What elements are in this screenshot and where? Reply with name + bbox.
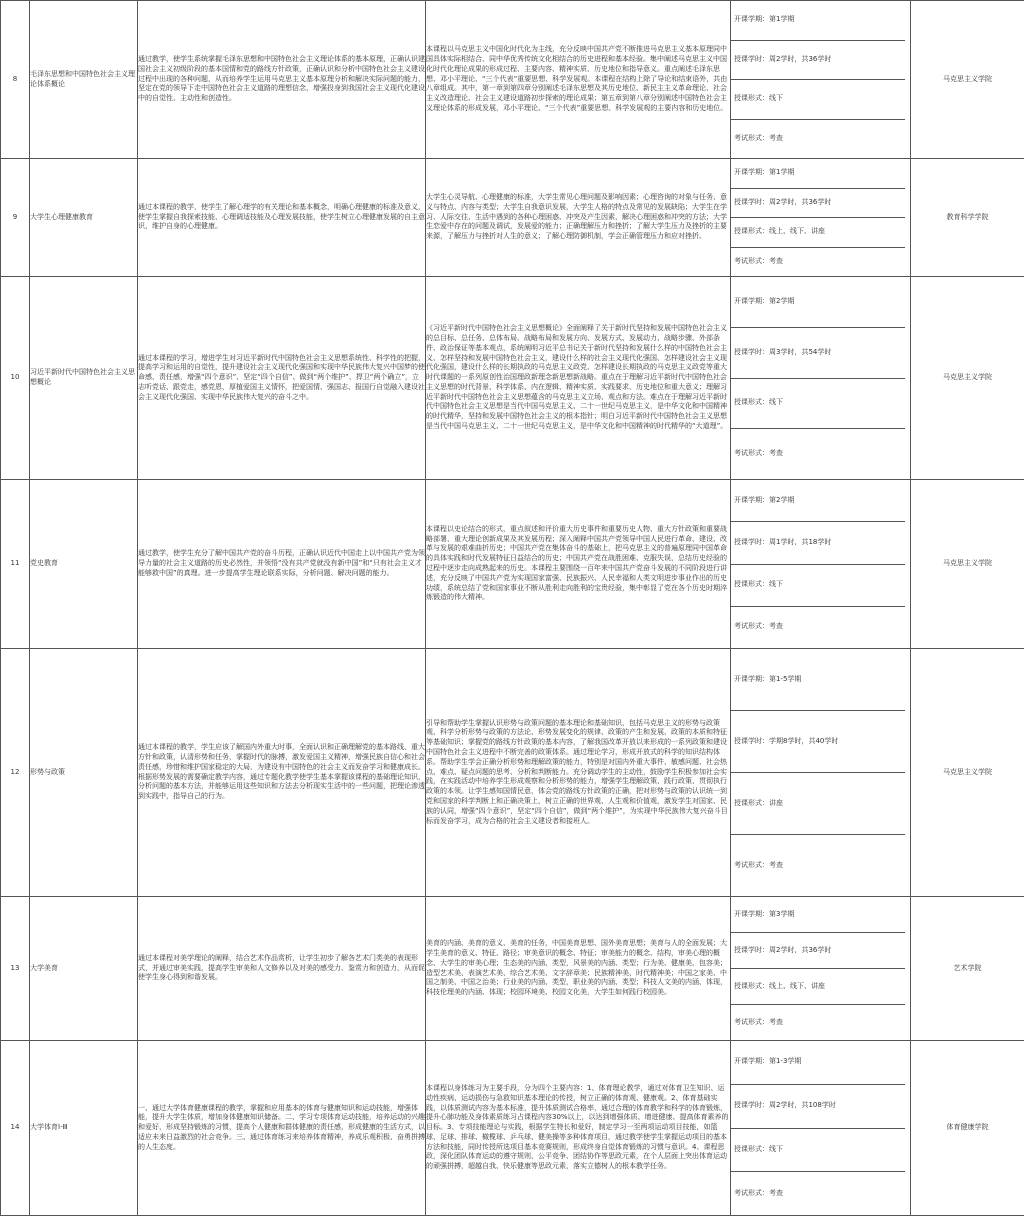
course-info-item: 考试形式：考查 bbox=[734, 622, 783, 631]
course-info-item: 授课形式：线下 bbox=[731, 80, 905, 120]
course-name: 习近平新时代中国特色社会主义思想概论 bbox=[30, 277, 138, 480]
table-row bbox=[1, 277, 1024, 480]
course-info-item: 开课学期：第2学期 bbox=[731, 480, 905, 522]
course-name: 大学生心理健康教育 bbox=[30, 159, 138, 277]
course-college: 马克思主义学院 bbox=[911, 649, 1024, 897]
course-info-item: 授课形式：线上、线下、讲座 bbox=[731, 218, 905, 248]
course-info-item: 授课形式：线下 bbox=[731, 565, 905, 607]
course-number: 14 bbox=[1, 1041, 30, 1216]
course-name: 大学体育Ⅰ-Ⅲ bbox=[30, 1041, 138, 1216]
course-info bbox=[731, 1041, 911, 1216]
table-row bbox=[1, 649, 1024, 897]
course-college: 艺术学院 bbox=[911, 897, 1024, 1041]
table-row bbox=[1, 1, 1024, 159]
course-content: 大学生心灵导航、心理健康的标准，大学生常见心理问题及影响因素；心理咨询的对象与任务、意义与特点、内容与类型；大学生自我意识发展，大学生人格的特点及常见的发展缺陷；大学生在学习、人际交往、生活中遇到的各种心理困惑、冲突及产生因素，解决心理困惑和冲突的方法；大学生恋爱中存在的问题及调试，发展爱的能力；正确理解压力和挫折；了解大学生压力及挫折的主要来源，了解压力与挫折对人生的意义；了解心理防御机制，学会正确管理压力和应对挫折。 bbox=[426, 159, 731, 277]
course-info-item: 考试形式：考查 bbox=[734, 133, 783, 142]
course-name: 大学美育 bbox=[30, 897, 138, 1041]
course-college: 教育科学学院 bbox=[911, 159, 1024, 277]
course-number: 13 bbox=[1, 897, 30, 1041]
course-info bbox=[731, 649, 911, 897]
course-info bbox=[731, 897, 911, 1041]
course-info-item: 考试形式：考查 bbox=[734, 449, 783, 458]
course-info-item: 授课学时：周1学时，共18学时 bbox=[731, 522, 905, 564]
course-info-item: 开课学期：第1学期 bbox=[731, 1, 905, 41]
course-college: 马克思主义学院 bbox=[911, 480, 1024, 649]
course-content: 本课程以史论结合的形式，重点叙述和评价重大历史事件和重要历史人物、重大方针政策和重要战略部署、重大理论创新成果及其发展历程；深入阐释中国共产党领导中国人民进行革命、建设、改革与发展的艰难曲折历史；中国共产党在集体奋斗的基础上，把马克思主义的普遍原理同中国革命的具体实践和时代发展特征日益结合的历史；中国共产党在战胜困难、克服失误，总结历史经验的过程中逐步走向成熟起来的历史。本课程主要围绕一百年来中国共产党奋斗发展的不同阶段进行讲述，充分反映了中国共产党为实现国家富强、民族振兴、人民幸福和人类文明进步事业作出的历史功绩，系统总结了党和国家事业不断从胜利走向胜利的宝贵经验，集中彰显了党在各个历史时期淬炼锻造的伟大精神。 bbox=[426, 480, 731, 649]
course-info bbox=[731, 159, 911, 277]
table-body bbox=[1, 1, 1024, 1216]
course-content: 《习近平新时代中国特色社会主义思想概论》全面阐释了关于新时代坚持和发展中国特色社会主义的总目标、总任务、总体布局、战略布局和发展方向、发展方式、发展动力、战略步骤、外部条件、政治保证等基本观点，系统阐明习近平总书记关于新时代坚持和发展什么样的中国特色社会主义、怎样坚持和发展中国特色社会主义，建设什么样的社会主义现代化强国、怎样建设社会主义现代化强国，建设什么样的长期执政的马克思主义政党、怎样建设长期执政的马克思主义政党等重大时代课题的一系列原创性治国理政新理念新思想新战略。重点在于理解习近平新时代中国特色社会主义思想的时代背景、科学体系、内在逻辑、精神实质、实践要求、历史地位和重大意义；理解习近平新时代中国特色社会主义思想蕴含的马克思主义立场、观点和方法。难点在于理解习近平新时代中国特色社会主义思想是当代中国马克思主义、二十一世纪马克思主义，是中华文化和中国精神的时代精华，坚持和发展中国特色社会主义的根本指针；明白习近平新时代中国特色社会主义思想是当代中国马克思主义、二十一世纪马克思主义，是中华文化和中国精神的时代精华的“大道理”。 bbox=[426, 277, 731, 480]
course-number: 10 bbox=[1, 277, 30, 480]
course-content: 本课程以马克思主义中国化时代化为主线，充分反映中国共产党不断推进马克思主义基本原理同中国具体实际相结合、同中华优秀传统文化相结合的历史进程和基本经验。集中阐述马克思主义中国化时代化理论成果的形成过程、主要内容、精神实质、历史地位和指导意义。重点阐述毛泽东思想、邓小平理论、“三个代表”重要思想、科学发展观。本课程在结构上除了导论和结束语外，共由八章组成。其中，第一章到第四章分别阐述毛泽东思想及其历史地位、新民主主义革命理论、社会主义改造理论、社会主义建设道路初步探索的理论成果；第五章到第八章分别阐述中国特色社会主义理论体系的形成发展，邓小平理论、“三个代表”重要思想、科学发展观的主要内容和历史地位。 bbox=[426, 1, 731, 159]
course-college: 马克思主义学院 bbox=[911, 277, 1024, 480]
course-objective: 通过本课程的教学，使学生了解心理学的有关理论和基本概念，明确心理健康的标准及意义，使学生掌握自我探索技能、心理调适技能及心理发展技能，使学生树立心理健康发展的自主意识，维护自身的心理健康。 bbox=[138, 159, 426, 277]
course-info-item: 授课形式：线上、线下、讲座 bbox=[731, 969, 905, 1005]
course-objective: 通过本课程对美学理论的阐释，结合艺术作品赏析，让学生初步了解各艺术门类美的表现形式，并通过审美实践，提高学生审美和人文修养以及对美的感受力、鉴赏力和创造力，从而促使学生身心得到和谐发展。 bbox=[138, 897, 426, 1041]
course-info-item: 授课学时：周2学时，共36学时 bbox=[731, 41, 905, 81]
course-info-item: 考试形式：考查 bbox=[734, 1188, 783, 1197]
course-info-item: 授课形式：讲座 bbox=[731, 773, 905, 835]
course-info-item: 授课学时：周3学时，共54学时 bbox=[731, 328, 905, 379]
course-info-item: 授课学时：周2学时，共108学时 bbox=[731, 1085, 905, 1129]
table-row bbox=[1, 1041, 1024, 1216]
course-info-item: 授课形式：线下 bbox=[731, 379, 905, 430]
course-objective: 通过本课程的学习，增进学生对习近平新时代中国特色社会主义思想系统性、科学性的把握，提高学习和运用的自觉性，提升建设社会主义现代化强国和实现中华民族伟大复兴中国梦的使命感、责任感，增强“四个意识”、坚定“四个自信”、做到“两个维护”、捍卫“两个确立”，立志听党话、跟党走，感党恩，厚植爱国主义情怀，把爱国情、强国志、报国行自觉融入建设社会主义现代化强国、实现中华民族伟大复兴的奋斗之中。 bbox=[138, 277, 426, 480]
course-info-item: 考试形式：考查 bbox=[734, 256, 783, 265]
course-info-item: 考试形式：考查 bbox=[734, 1017, 783, 1026]
table-row bbox=[1, 480, 1024, 649]
course-info-item: 授课学时：学期8学时，共40学时 bbox=[731, 711, 905, 773]
course-name: 党史教育 bbox=[30, 480, 138, 649]
course-objective: 通过本课程的教学，学生应该了解国内外重大时事，全面认识和正确理解党的基本路线、重大方针和政策，认清形势和任务，掌握时代的脉搏，激发爱国主义精神，增强民族自信心和社会责任感，珍惜和维护国家稳定的大局，为建设有中国特色的社会主义而发奋学习和健康成长。根据形势发展的需要确定教学内容，通过专题化教学使学生基本掌握该课程的基础理论知识，分析问题的基本方法，并能够运用这些知识和方法去分析现实生活中的一些问题，把理论渗透到实践中，指导自己的行为。 bbox=[138, 649, 426, 897]
course-content: 美育的内涵、美育的意义、美育的任务，中国美育思想、国外美育思想；美育与人的全面发展；大学生美育的意义、特征、路径；审美意识的概念、特征；审美能力的概念、结构，审美心理的概念、大学生的审美心理；生态美的内涵、类型，风景美的内涵、类型；行为美、健康美、包容美；造型艺术美、表演艺术美、综合艺术美、文字辞章美；民族精神美、时代精神美；中国之家美、中国之制美、中国之治美；行业美的内涵、类型，职业美的内涵、类型；科技人文美的内涵、体现，科技伦理美的内涵、体现；校园环境美、校园文化美，大学生如何践行校园美。 bbox=[426, 897, 731, 1041]
course-content: 引导和帮助学生掌握认识形势与政策问题的基本理论和基础知识，包括马克思主义的形势与政策观、科学分析形势与政策的方法论、形势发展变化的规律、政策的产生和发展、政策的本质和特征等基础知识；掌握党的路线方针政策的基本内容，了解我国改革开放以来形成的一系列政策和建设中国特色社会主义进程中不断完善的政策体系。通过理论学习，形成开放式的科学的知识结构体系。帮助学生学会正确分析形势和理解政策的能力，特别是对国内外重大事件、敏感问题、社会热点、难点、疑点问题的思考、分析和判断能力。充分调动学生的主动性，鼓励学生积极参加社会实践，在实践活动中培养学生形成观察和分析形势的能力，增强学生理解政策、践行政策、贯彻执行政策的本领。让学生感知国情民意，体会党的路线方针政策的正确，把对形势与政策的认识统一到党和国家的科学判断上和正确决策上，树立正确的世界观、人生观和价值观，激发学生对国家、民族的认同，增强“四个意识”，坚定“四个自信”，做到“两个维护”，为实现中华民族伟大复兴奋斗目标而发奋学习，成为合格的社会主义建设者和接班人。 bbox=[426, 649, 731, 897]
course-content: 本课程以身体练习为主要手段，分为四个主要内容：1、体育理论教学，通过对体育卫生知识、运动性疾病、运动损伤与急救知识基本理论的传授，树立正确的体育观、健康观。2、体育基础实践，以体质测试内容为基本标准，提升体质测试合格率，通过合理的体育教学和科学的体育锻炼，提升心肺功能及身体素质练习占课程内容30%以上，以达到增强体质、增进健康、提高体育素养的目标。3、专项技能理论与实践，根据学生特长和爱好，制定学习一至两项运动项目技能，如篮球、足球、排球、橄榄球、乒乓球、健美操等多种体育项目，通过教学使学生掌握运动项目的基本方法和技能，同时传授所选项目基本竞赛规则，形成终身自觉体育锻炼的习惯与意识。4、课程思政，深化团队体育运动的遵守规则、公平竞争、团结协作等思政元素，在个人层面上突出体育运动的顽强拼搏，超越自我、快乐健康等思政元素，落实立德树人的根本教学任务。 bbox=[426, 1041, 731, 1216]
course-number: 8 bbox=[1, 1, 30, 159]
course-college: 体育健康学院 bbox=[911, 1041, 1024, 1216]
course-objective: 通过教学，使学生系统掌握毛泽东思想和中国特色社会主义理论体系的基本原理，正确认识建国社会主义初级阶段的基本国情和党的路线方针政策，正确认识和分析中国特色社会主义建设过程中出现的各种问题，从而培养学生运用马克思主义基本原理分析和解决实际问题的能力，坚定在党的领导下走中国特色社会主义道路的理想信念，增强投身到我国社会主义现代化建设中的自觉性、主动性和创造性。 bbox=[138, 1, 426, 159]
course-info-item: 开课学期：第1-5学期 bbox=[731, 649, 905, 711]
course-info-item: 开课学期：第3学期 bbox=[731, 897, 905, 933]
course-objective: 通过教学，使学生充分了解中国共产党的奋斗历程，正确认识近代中国走上以中国共产党为领导力量的社会主义道路的历史必然性，并领悟“没有共产党就没有新中国”和“只有社会主义才能够救中国”的真理。进一步提高学生理论联系实际，分析问题、解决问题的能力。 bbox=[138, 480, 426, 649]
course-info bbox=[731, 1, 911, 159]
course-info-item: 开课学期：第1学期 bbox=[731, 159, 905, 189]
course-number: 11 bbox=[1, 480, 30, 649]
course-info-item: 开课学期：第2学期 bbox=[731, 277, 905, 328]
table-row bbox=[1, 159, 1024, 277]
course-info-item: 授课学时：周2学时，共36学时 bbox=[731, 933, 905, 969]
course-number: 9 bbox=[1, 159, 30, 277]
course-info bbox=[731, 480, 911, 649]
course-info-item: 考试形式：考查 bbox=[734, 860, 783, 869]
course-info-item: 授课学时：周2学时，共36学时 bbox=[731, 189, 905, 219]
course-name: 毛泽东思想和中国特色社会主义理论体系概论 bbox=[30, 1, 138, 159]
course-info bbox=[731, 277, 911, 480]
table-row bbox=[1, 897, 1024, 1041]
course-info-item: 授课形式：线下 bbox=[731, 1129, 905, 1173]
course-name: 形势与政策 bbox=[30, 649, 138, 897]
course-college: 马克思主义学院 bbox=[911, 1, 1024, 159]
course-objective: 一、通过大学体育健康课程的教学，掌握和应用基本的体育与健康知识和运动技能，增强体能，提升大学生体质，增加身体健康知识储备。二、学习专项体育运动技能，培养运动的兴趣和爱好，形成坚持锻炼的习惯，提高个人健康和群体健康的责任感，形成健康的生活方式，以适应未来日益激烈的社会竞争。三、通过体育练习来培养体育精神，养成乐观积极、奋勇拼搏的人生态度。 bbox=[138, 1041, 426, 1216]
course-info-item: 开课学期：第1-3学期 bbox=[731, 1041, 905, 1085]
course-number: 12 bbox=[1, 649, 30, 897]
